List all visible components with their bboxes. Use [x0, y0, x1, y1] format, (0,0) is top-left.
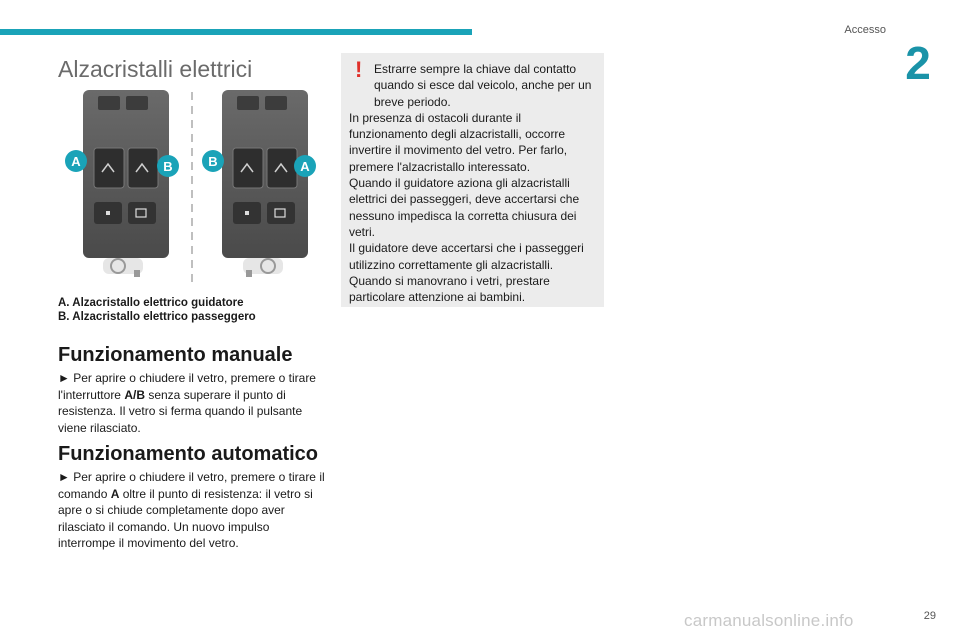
caption-b: B. Alzacristallo elettrico passeggero: [58, 311, 256, 323]
warning-first-line: Estrarre sempre la chiave dal contatto quando si esce dal veicolo, anche per un breve periodo.: [374, 62, 592, 109]
chapter-number: 2: [905, 37, 931, 89]
automatic-heading: Funzionamento automatico: [58, 443, 318, 465]
warning-paragraph: Quando il guidatore aziona gli alzacristalli elettrici dei passeggeri, deve accertarsi che nessuno impedisca la corretta chiusura dei vetri.: [349, 176, 580, 239]
page-title: Alzacristalli elettrici: [58, 56, 253, 82]
warning-icon: !: [355, 57, 363, 82]
window-switch-figure: [58, 88, 326, 288]
caption-a: A. Alzacristallo elettrico guidatore: [58, 297, 244, 309]
warning-text: [349, 57, 599, 305]
figure-captions: [58, 296, 328, 324]
figure-label: B: [163, 159, 173, 174]
warning-paragraph: Quando si manovrano i vetri, prestare particolare attenzione ai bambini.: [349, 273, 550, 305]
figure-label: A: [71, 154, 81, 169]
manual-heading: Funzionamento manuale: [58, 344, 293, 366]
header-accent-bar: [0, 29, 472, 35]
right-switch-panel: [202, 90, 316, 277]
warning-paragraph: In presenza di ostacoli durante il funzionamento degli alzacristalli, occorre invertire il movimento del vetro. Per farlo, premere l'alzacristallo interessato.: [349, 110, 568, 174]
left-switch-panel: [65, 90, 179, 277]
warning-box: [341, 53, 604, 307]
warning-paragraph: Il guidatore deve accertarsi che i passeggeri utilizzino correttamente gli alzacristalli.: [349, 241, 584, 272]
manual-paragraph: ► Per aprire o chiudere il vetro, premere o tirare l'interruttore A/B senza superare il punto di resistenza. Il vetro si ferma quando il pulsante viene rilasciato.: [58, 371, 316, 435]
figure-label: A: [300, 159, 310, 174]
automatic-paragraph: ► Per aprire o chiudere il vetro, premere o tirare il comando A oltre il punto di resistenza: il vetro si apre o si chiude completamente dopo aver rilasciato il comando. Un nuovo impulso interrompe il movimento del vetro.: [58, 470, 325, 550]
section-label: Accesso: [844, 24, 886, 36]
page-number: 29: [923, 610, 936, 622]
figure-label: B: [208, 154, 218, 169]
watermark: carmanualsonline.info: [684, 611, 854, 630]
